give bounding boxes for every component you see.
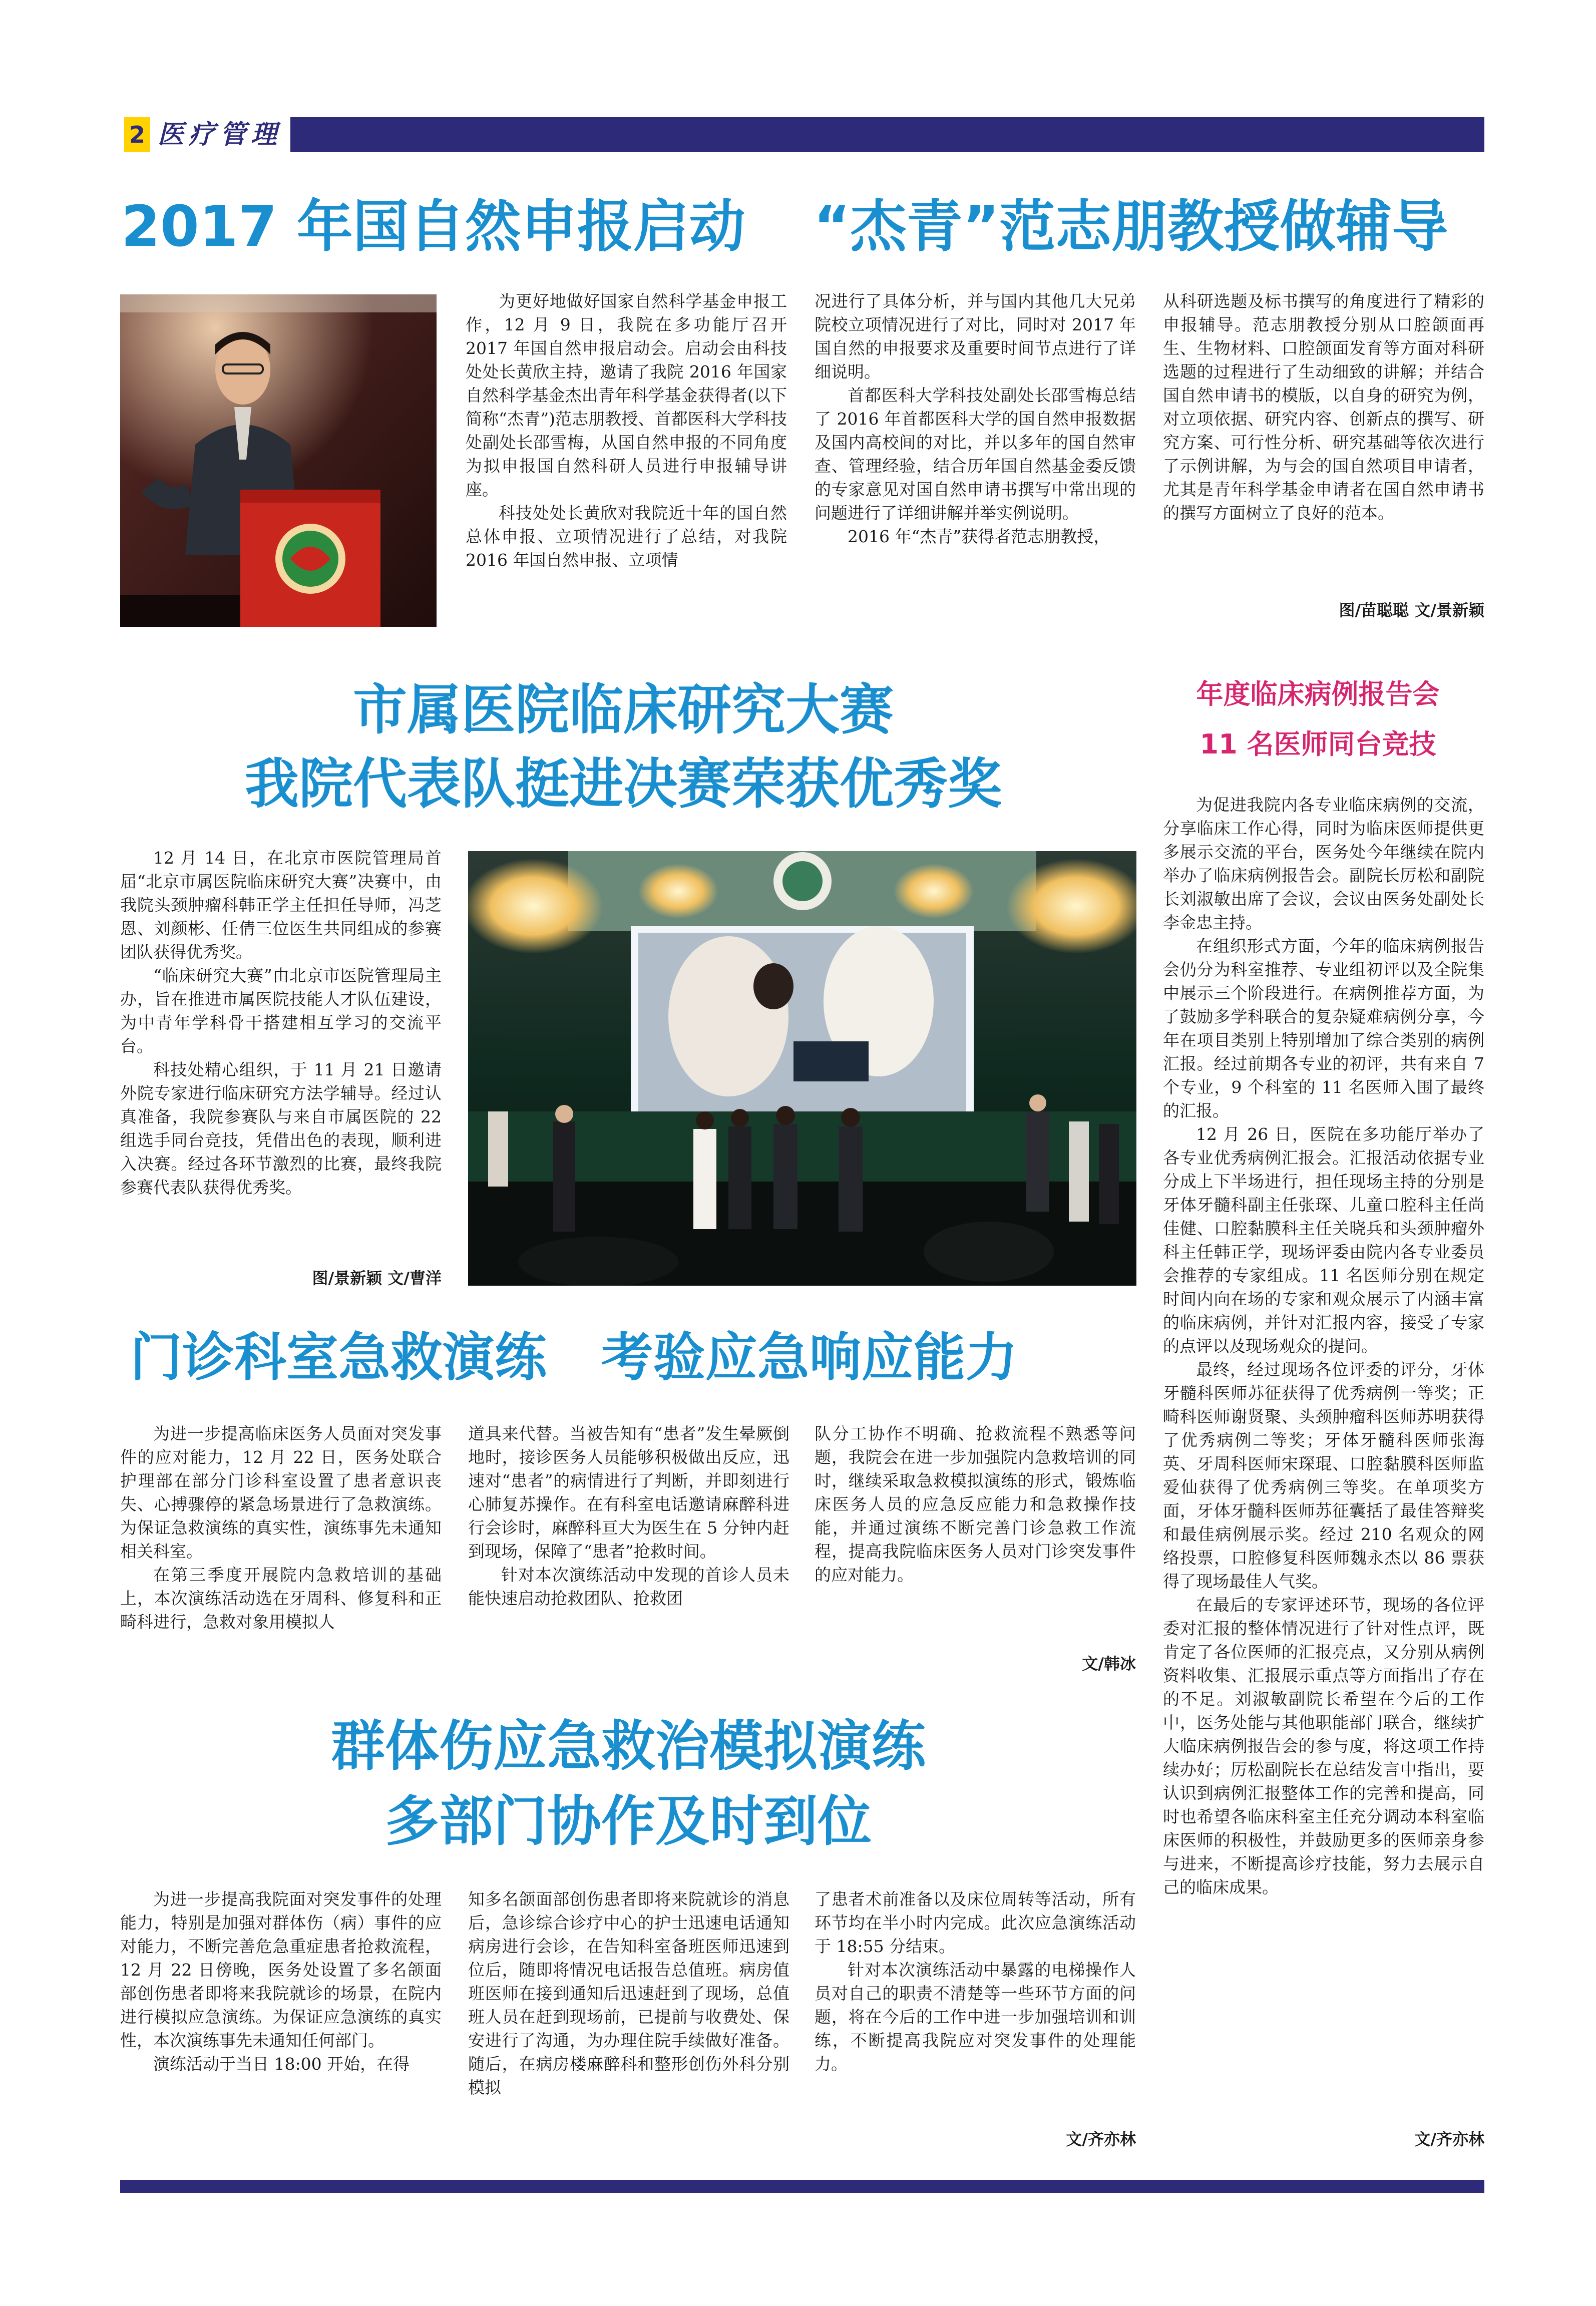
article1-photo-speaker-at-podium [120,294,437,627]
article3-column-2 [468,1422,789,1682]
article4-column-2 [468,1887,789,2158]
header-bar [120,117,1484,152]
paragraph: 了患者术前准备以及床位周转等活动，所有环节均在半小时内完成。此次应急演练活动于 18:55 分结束。 [815,1889,1136,1956]
article2-column-1 [120,846,442,1262]
paragraph: 队分工协作不明确、抢救流程不熟悉等问题，我院会在进一步加强院内急救培训的同时，继续采取急救模拟演练的形式，锻炼临床医务人员的应急反应能力和急救操作技能，并通过演练不断完善门诊急救工作流程，提高我院临床医务人员对门诊突发事件的应对能力。 [815,1424,1136,1585]
page-number: 2 [124,117,150,152]
article2-credit: 图/景新颖 文/曹洋 [312,1269,442,1288]
paragraph: 道具来代替。当被告知有“患者”发生晕厥倒地时，接诊医务人员能够积极做出反应，迅速对“患者”的病情进行了判断，并即刻进行心肺复苏操作。在有科室电话邀请麻醉科进行会诊时，麻醉科亘大为医生在 5 分钟内赶到现场，保障了“患者”抢救时间。 [468,1424,789,1561]
article1-column-1 [466,289,787,635]
paragraph: 为促进我院内各专业临床病例的交流，分享临床工作心得，同时为临床医师提供更多展示交流的平台，医务处今年继续在院内举办了临床病例报告会。副院长厉松和副院长刘淑敏出席了会议，会议由医务处副处长李金忠主持。 [1163,795,1484,932]
paragraph: 为进一步提高我院面对突发事件的处理能力，特别是加强对群体伤（病）事件的应对能力，不断完善危急重症患者抢救流程，12 月 22 日傍晚，医务处设置了多名颌面部创伤患者即将来我院就诊的场景，在院内进行模拟应急演练。为保证应急演练的真实性，本次演练事先未通知任何部门。 [120,1889,442,2050]
article4-title-line1: 群体伤应急救治模拟演练 [330,1715,926,1778]
article1-credit: 图/苗聪聪 文/景新颖 [1339,601,1484,620]
paragraph: 况进行了具体分析，并与国内其他几大兄弟院校立项情况进行了对比，同时对 2017 年国自然的申报要求及重要时间节点进行了详细说明。 [815,291,1136,381]
paragraph: 知多名颌面部创伤患者即将来院就诊的消息后，急诊综合诊疗中心的护士迅速电话通知病房进行会诊，在告知科室备班医师迅速到位后，随即将情况电话报告总值班。病房值班医师在接到通知后迅速赶到了现场，总值班人员在赶到现场前，已提前与收费处、保安进行了沟通，为办理住院手续做好准备。随后，在病房楼麻醉科和整形创伤外科分别模拟 [468,1889,789,2097]
article1-column-2 [815,289,1136,635]
paragraph: 12 月 14 日，在北京市医院管理局首届“北京市属医院临床研究大赛”决赛中，由我院头颈肿瘤科韩正学主任担任导师，冯芝恩、刘颜彬、任倩三位医生共同组成的参赛团队获得优秀奖。 [120,848,442,962]
article4-column-1 [120,1887,442,2158]
article2-photo-competition-stage [468,851,1136,1286]
article1-column-3 [1163,289,1484,605]
paragraph: 首都医科大学科技处副处长邵雪梅总结了 2016 年首都医科大学的国自然申报数据及国内高校间的对比，并以多年的国自然审查、管理经验，结合历年国自然基金委反馈的专家意见对国自然申请书撰写中常出现的问题进行了详细讲解并举实例说明。 [815,386,1136,523]
article3-title: 门诊科室急救演练 考验应急响应能力 [130,1327,1018,1388]
article5-title-line1: 年度临床病例报告会 [1196,678,1440,710]
article1-title-left: 2017 年国自然申报启动 [121,194,745,259]
article3-column-1 [120,1422,442,1682]
paragraph: 在组织形式方面，今年的临床病例报告会仍分为科室推荐、专业组初评以及全院集中展示三个阶段进行。在病例推荐方面，为了鼓励多学科联合的复杂疑难病例分享，今年在项目类别上特别增加了综合类别的病例汇报。经过前期各专业的初评，共有来自 7 个专业，9 个科室的 11 名医师入围了最终的汇报。 [1163,936,1484,1120]
paragraph: 演练活动于当日 18:00 开始，在得 [153,2054,410,2074]
paragraph: 科技处处长黄欣对我院近十年的国自然总体申报、立项情况进行了总结，对我院 2016 年国自然申报、立项情 [466,503,787,570]
paragraph: 为进一步提高临床医务人员面对突发事件的应对能力，12 月 22 日，医务处联合护理部在部分门诊科室设置了患者意识丧失、心搏骤停的紧急场景进行了急救演练。为保证急救演练的真实性，演练事先未通知相关科室。 [120,1424,442,1561]
paragraph: 科技处精心组织，于 11 月 21 日邀请外院专家进行临床研究方法学辅导。经过认真准备，我院参赛队与来自市属医院的 22 组选手同台竞技，凭借出色的表现，顺利进入决赛。经过各环节激烈的比赛，最终我院参赛代表队获得优秀奖。 [120,1060,442,1197]
section-title: 医疗管理 [158,119,282,150]
paragraph: 针对本次演练活动中发现的首诊人员未能快速启动抢救团队、抢救团 [468,1565,789,1608]
article2-title-line1: 市属医院临床研究大赛 [352,679,894,741]
article1-title-right: “杰青”范志朋教授做辅导 [814,194,1448,259]
article5-title-line2: 11 名医师同台竞技 [1200,728,1436,760]
article4-credit: 文/齐亦林 [1066,2130,1136,2149]
footer-bar [120,2180,1484,2193]
paragraph: 12 月 26 日，医院在多功能厅举办了各专业优秀病例汇报会。汇报活动依据专业分成上下半场进行，担任现场主持的分别是牙体牙髓科副主任张琛、儿童口腔科主任尚佳健、口腔黏膜科主任关晓兵和头颈肿瘤外科主任韩正学，现场评委由院内各专业委员会推荐的专家组成。11 名医师分别在规定时间内向在场的专家和观众展示了内涵丰富的临床病例，并针对汇报内容，接受了专家的点评以及现场观众的提问。 [1163,1124,1484,1356]
article3-credit: 文/韩冰 [1082,1654,1136,1673]
paragraph: “临床研究大赛”由北京市医院管理局主办，旨在推进市属医院技能人才队伍建设，为中青年学科骨干搭建相互学习的交流平台。 [120,966,442,1056]
paragraph: 在第三季度开展院内急救培训的基础上，本次演练活动选在牙周科、修复科和正畸科进行，急救对象用模拟人 [120,1565,442,1632]
paragraph: 从科研选题及标书撰写的角度进行了精彩的申报辅导。范志朋教授分别从口腔颌面再生、生物材料、口腔颌面发育等方面对科研选题的过程进行了生动细致的讲解；并结合国自然申请书的模版，以自身的研究为例，对立项依据、研究内容、创新点的撰写、研究方案、可行性分析、研究基础等依次进行了示例讲解，为与会的国自然项目申请者，尤其是青年科学基金申请者在国自然申请书的撰写方面树立了良好的范本。 [1163,291,1484,523]
article2-title-line2: 我院代表队挺进决赛荣获优秀奖 [244,753,1002,816]
article3-column-3 [815,1422,1136,1637]
paragraph: 2016 年“杰青”获得者范志朋教授， [848,527,1110,546]
paragraph: 针对本次演练活动中暴露的电梯操作人员对自己的职责不清楚等一些环节方面的问题，将在今后的工作中进一步加强培训和训练，不断提高我院应对突发事件的处理能力。 [815,1960,1136,2074]
article4-column-3 [815,1887,1136,2118]
paragraph: 在最后的专家评述环节，现场的各位评委对汇报的整体情况进行了针对性点评，既肯定了各位医师的汇报亮点，又分别从病例资料收集、汇报展示重点等方面指出了存在的不足。刘淑敏副院长希望在今后的工作中，医务处能与其他职能部门联合，继续扩大临床病例报告会的参与度，将这项工作持续办好；厉松副院长在总结发言中指出，要认识到病例汇报整体工作的完善和提高，同时也希望各临床科室主任充分调动本科室临床医师的积极性，并鼓励更多的医师亲身参与进来，不断提高诊疗技能，努力去展示自己的临床成果。 [1163,1595,1484,1897]
article5-credit: 文/齐亦林 [1414,2130,1484,2149]
article5-body [1163,793,1484,2135]
article4-title-line2: 多部门协作及时到位 [384,1790,872,1853]
paragraph: 最终，经过现场各位评委的评分，牙体牙髓科医师苏征获得了优秀病例一等奖；正畸科医师谢贤聚、头颈肿瘤科医师苏明获得了优秀病例二等奖；牙体牙髓科医师张海英、牙周科医师宋琛琨、口腔黏膜科医师监爱仙获得了优秀病例三等奖。在单项奖方面，牙体牙髓科医师苏征囊括了最佳答辩奖和最佳病例展示奖。经过 210 名观众的网络投票，口腔修复科医师魏永杰以 86 票获得了现场最佳人气奖。 [1163,1360,1484,1591]
paragraph: 为更好地做好国家自然科学基金申报工作，12 月 9 日，我院在多功能厅召开 2017 年国自然申报启动会。启动会由科技处处长黄欣主持，邀请了我院 2016 年国家自然科学基金杰出青年科学基金获得者(以下简称“杰青”)范志朋教授、首都医科大学科技处副处长邵雪梅，从国自然申报的不同角度为拟申报国自然科研人员进行申报辅导讲座。 [466,291,787,499]
